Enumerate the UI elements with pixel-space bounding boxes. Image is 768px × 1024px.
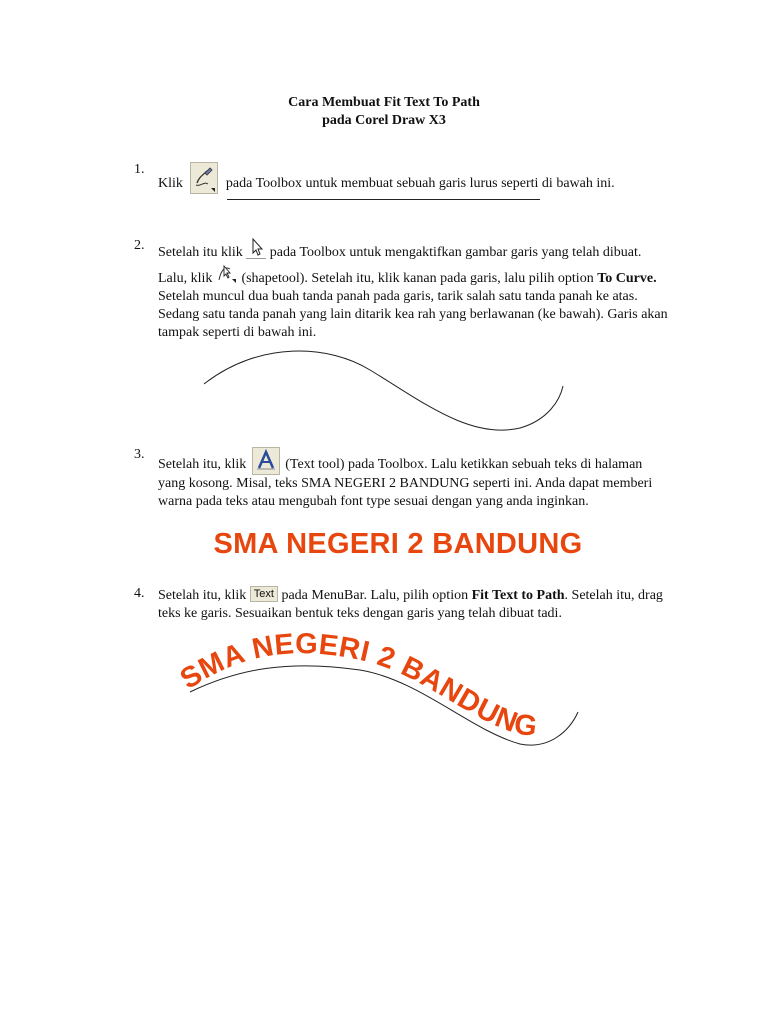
step-2-text-d: Setelah muncul dua buah tanda panah pada garis, tarik salah satu tanda panah ke atas. Sedang satu tanda panah yang lain ditarik kea rah yang berlawanan (ke bawah). Garis akan tampak seperti di bawah ini. xyxy=(158,289,668,340)
step-3-text-b: (Text tool) pada Toolbox. Lalu ketikkan sebuah teks di halaman yang kosong. Misal, teks SMA NEGERI 2 BANDUNG seperti ini. Anda dapat memberi warna pada teks atau mengubah font type sesuai dengan yang anda inginkan. xyxy=(158,457,653,509)
step-2-text-b: pada Toolbox untuk mengaktifkan gambar garis yang telah dibuat. Lalu, klik xyxy=(158,245,642,286)
step-3-number: 3. xyxy=(134,447,145,462)
step-1-text-a: Klik xyxy=(158,176,183,191)
step-4-bold: Fit Text to Path xyxy=(471,588,565,603)
text-menu-button: Text xyxy=(250,586,278,602)
title-line-2: pada Corel Draw X3 xyxy=(322,113,446,128)
step-2-text-c: (shapetool). Setelah itu, klik kanan pada garis, lalu pilih option xyxy=(241,271,594,286)
step-4-number: 4. xyxy=(134,586,145,601)
step-1-text-b: pada Toolbox untuk membuat sebuah garis lurus seperti di bawah ini. xyxy=(225,176,615,191)
step-4-text-b: pada MenuBar. Lalu, pilih option xyxy=(281,588,469,603)
step-4-text-c: . Setelah itu, drag teks ke garis. Sesuaikan bentuk teks dengan garis yang telah dibuat tadi. xyxy=(158,588,663,621)
sample-text: SMA NEGERI 2 BANDUNG xyxy=(213,528,583,560)
step-2-text-a: Setelah itu klik xyxy=(158,245,243,260)
path-text: SMA NEGERI 2 BANDUNG xyxy=(174,628,540,744)
step-2-bold: To Curve. xyxy=(597,271,657,286)
title-line-1: Cara Membuat Fit Text To Path xyxy=(288,95,480,110)
step-1-number: 1. xyxy=(134,162,145,177)
step-3-text-a: Setelah itu, klik xyxy=(158,457,247,472)
step-4-text-a: Setelah itu, klik xyxy=(158,588,247,603)
step-2-number: 2. xyxy=(134,238,145,253)
